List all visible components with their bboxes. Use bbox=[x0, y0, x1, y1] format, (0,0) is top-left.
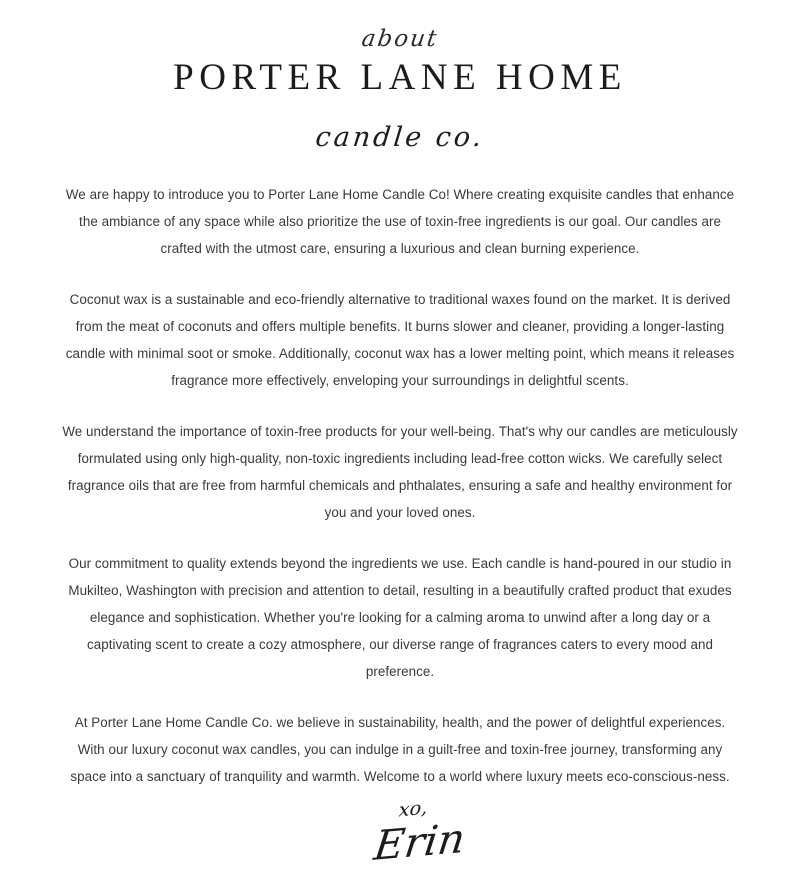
paragraph: Coconut wax is a sustainable and eco-friendly alternative to traditional waxes found on the market. It is derived from the meat of coconuts and offers multiple benefits. It burns slower and cleaner, providing a longer-lasting candle with minimal soot or smoke. Additionally, coconut wax has a lower melting point, which means it releases fragrance more effectively, enveloping your surroundings in delightful scents. bbox=[65, 291, 735, 388]
paragraph: We understand the importance of toxin-free products for your well-being. That's why our candles are meticulously formulated using only high-quality, non-toxic ingredients including lead-free cotton wicks. We carefully select fragrance oils that are free from harmful chemicals and phthalates, ensuring a safe and healthy environment for you and your loved ones. bbox=[62, 423, 738, 520]
signature-block bbox=[56, 796, 744, 869]
signature-closing: xo, bbox=[397, 796, 429, 821]
paragraph: We are happy to introduce you to Porter Lane Home Candle Co! Where creating exquisite candles that enhance the ambiance of any space while also prioritize the use of toxin-free ingredients is our goal. Our candles are crafted with the utmost care, ensuring a luxurious and clean burning experience. bbox=[65, 186, 735, 256]
about-body bbox=[60, 181, 740, 790]
brand-subtitle: candle co. bbox=[314, 121, 486, 153]
page-header bbox=[56, 28, 744, 153]
signature-name: Erin bbox=[371, 813, 469, 869]
paragraph: At Porter Lane Home Candle Co. we believe in sustainability, health, and the power of delightful experiences. With our luxury coconut wax candles, you can indulge in a guilt-free and toxin-free journey, transforming any space into a sanctuary of tranquility and warmth. Welcome to a world where luxury meets eco-conscious-ness. bbox=[70, 714, 730, 784]
eyebrow-script-about: about bbox=[360, 26, 441, 52]
paragraph: Our commitment to quality extends beyond the ingredients we use. Each candle is hand-poured in our studio in Mukilteo, Washington with precision and attention to detail, resulting in a beautifully crafted product that exudes elegance and sophistication. Whether you're looking for a calming aroma to unwind after a long day or a captivating scent to create a cozy atmosphere, our diverse range of fragrances caters to every mood and preference. bbox=[68, 555, 732, 679]
page-title: PORTER LANE HOME bbox=[173, 57, 627, 98]
